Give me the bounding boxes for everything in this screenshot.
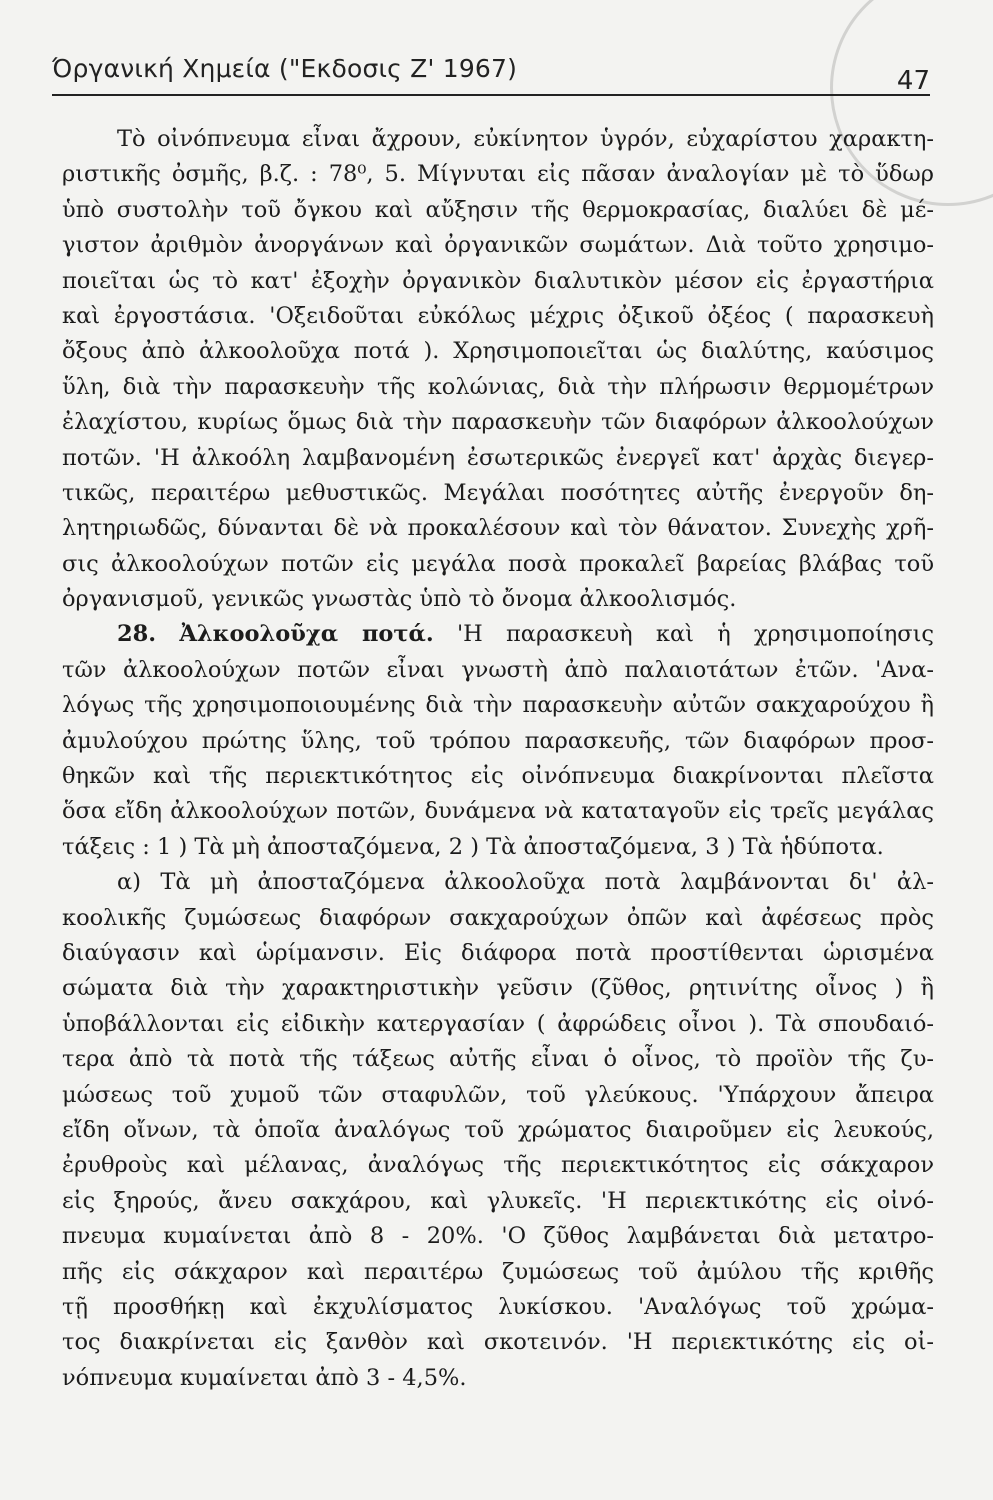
text-line — [62, 688, 934, 723]
text-line — [62, 441, 934, 476]
text-line — [62, 582, 934, 617]
line-text: διαύγασιν καὶ ὡρίμανσιν. Εἰς διάφορα ποτὰ προστίθενται ὡρισμένα — [62, 939, 934, 966]
line-text: πῆς εἰς σάκχαρον καὶ περαιτέρω ζυμώσεως τοῦ ἀμύλου τῆς κριθῆς — [62, 1258, 934, 1285]
line-text: τικῶς, περαιτέρω μεθυστικῶς. Μεγάλαι ποσότητες αὐτῆς ἐνεργοῦν δη- — [62, 479, 934, 506]
line-text: ποιεῖται ὡς τὸ κατ' ἐξοχὴν ὀργανικὸν διαλυτικὸν μέσον εἰς ἐργαστήρια — [62, 267, 934, 294]
text-line — [62, 830, 934, 865]
line-text: θηκῶν καὶ τῆς περιεκτικότητος εἰς οἰνόπνευμα διακρίνονται πλεῖστα — [62, 763, 934, 790]
line-text: ἐλαχίστου, κυρίως ὅμως διὰ τὴν παρασκευὴν τῶν διαφόρων ἀλκοολούχων — [62, 409, 934, 436]
running-head: Όργανική Χημεία ("Εκδοσις Ζ' 1967) — [52, 54, 518, 83]
text-line — [62, 1219, 934, 1254]
section-title: Ἀλκοολοῦχα ποτά. — [179, 621, 434, 648]
page-header — [52, 48, 930, 96]
line-text: μώσεως τοῦ χυμοῦ τῶν σταφυλῶν, τοῦ γλεύκους. 'Υπάρχουν ἄπειρα — [62, 1081, 934, 1108]
line-text: σις ἀλκοολούχων ποτῶν εἰς μεγάλα ποσὰ προκαλεῖ βαρείας βλάβας τοῦ — [62, 550, 934, 577]
text-line — [62, 122, 934, 157]
line-text: γιστον ἀριθμὸν ἀνοργάνων καὶ ὀργανικῶν σωμάτων. Διὰ τοῦτο χρησιμο- — [62, 232, 934, 259]
line-text: ὅσα εἴδη ἀλκοολούχων ποτῶν, δυνάμενα νὰ καταταγοῦν εἰς τρεῖς μεγάλας — [62, 798, 934, 825]
line-text: ὕλη, διὰ τὴν παρασκευὴν τῆς κολώνιας, διὰ τὴν πλήρωσιν θερμομέτρων — [62, 373, 934, 400]
text-line — [62, 1361, 934, 1396]
text-line — [62, 264, 934, 299]
line-text: νόπνευμα κυμαίνεται ἀπὸ 3 - 4,5%. — [62, 1364, 467, 1391]
line-text: τερα ἀπὸ τὰ ποτὰ τῆς τάξεως αὐτῆς εἶναι ὁ οἶνος, τὸ προϊὸν τῆς ζυ- — [62, 1046, 934, 1073]
line-text: ὄξους ἀπὸ ἀλκοολοῦχα ποτά ). Χρησιμοποιεῖται ὡς διαλύτης, καύσιμος — [62, 338, 934, 365]
line-text: 'Η παρασκευὴ καὶ ἡ χρησιμοποίησις — [456, 621, 935, 648]
line-text: λητηριωδῶς, δύνανται δὲ νὰ προκαλέσουν καὶ τὸν θάνατον. Συνεχὴς χρῆ- — [62, 515, 934, 542]
section-number: 28. — [117, 621, 157, 648]
text-line — [62, 1148, 934, 1183]
text-line — [62, 1290, 934, 1325]
text-line — [62, 1078, 934, 1113]
line-text: τος διακρίνεται εἰς ξανθὸν καὶ σκοτεινόν. 'Η περιεκτικότης εἰς οἰ- — [62, 1329, 934, 1356]
text-line — [62, 405, 934, 440]
line-text: πνευμα κυμαίνεται ἀπὸ 8 - 20%. 'Ο ζῦθος λαμβάνεται διὰ μετατρο- — [62, 1223, 934, 1250]
text-line — [62, 759, 934, 794]
text-line — [62, 724, 934, 759]
text-line — [62, 228, 934, 263]
line-text: ἀμυλούχου πρώτης ὕλης, τοῦ τρόπου παρασκευῆς, τῶν διαφόρων προσ- — [62, 727, 934, 754]
text-line — [62, 617, 934, 652]
line-text: ὑπὸ συστολὴν τοῦ ὄγκου καὶ αὔξησιν τῆς θερμοκρασίας, διαλύει δὲ μέ- — [62, 196, 934, 223]
text-line — [62, 1113, 934, 1148]
line-text: λόγως τῆς χρησιμοποιουμένης διὰ τὴν παρασκευὴν αὐτῶν σακχαρούχου ἢ — [62, 692, 934, 719]
body-text — [62, 122, 934, 1396]
page-number: 47 — [896, 66, 930, 96]
line-text: τῶν ἀλκοολούχων ποτῶν εἶναι γνωστὴ ἀπὸ παλαιοτάτων ἐτῶν. 'Ανα- — [62, 656, 934, 683]
text-line — [62, 1042, 934, 1077]
text-line — [62, 547, 934, 582]
text-line — [62, 936, 934, 971]
line-text: τάξεις : 1 ) Τὰ μὴ ἀποσταζόμενα, 2 ) Τὰ ἀποσταζόμενα, 3 ) Τὰ ἡδύποτα. — [62, 833, 884, 860]
text-line — [62, 1184, 934, 1219]
text-line — [62, 901, 934, 936]
text-line — [62, 653, 934, 688]
text-line — [62, 299, 934, 334]
text-line — [62, 511, 934, 546]
line-text: α) Τὰ μὴ ἀποσταζόμενα ἀλκοολοῦχα ποτὰ λαμβάνονται δι' ἀλ- — [117, 869, 934, 896]
line-text: ὀργανισμοῦ, γενικῶς γνωστὰς ὑπὸ τὸ ὄνομα ἀλκοολισμός. — [62, 586, 737, 613]
text-line — [62, 334, 934, 369]
line-text: ριστικῆς ὀσμῆς, β.ζ. : 78⁰, 5. Μίγνυται εἰς πᾶσαν ἀναλογίαν μὲ τὸ ὕδωρ — [62, 161, 934, 188]
line-text: κοολικῆς ζυμώσεως διαφόρων σακχαρούχων ὀπῶν καὶ ἀφέσεως πρὸς — [62, 904, 934, 931]
text-line — [62, 193, 934, 228]
line-text: καὶ ἐργοστάσια. 'Οξειδοῦται εὐκόλως μέχρις ὀξικοῦ ὀξέος ( παρασκευὴ — [62, 302, 934, 329]
line-text: ποτῶν. 'Η ἀλκοόλη λαμβανομένη ἐσωτερικῶς ἐνεργεῖ κατ' ἀρχὰς διεγερ- — [62, 444, 934, 471]
line-text: ἐρυθροὺς καὶ μέλανας, ἀναλόγως τῆς περιεκτικότητος εἰς σάκχαρον — [62, 1152, 934, 1179]
line-text: σώματα διὰ τὴν χαρακτηριστικὴν γεῦσιν (ζῦθος, ρητινίτης οἶνος ) ἢ — [62, 975, 934, 1002]
line-text: τῇ προσθήκῃ καὶ ἐκχυλίσματος λυκίσκου. 'Αναλόγως τοῦ χρώμα- — [62, 1293, 934, 1320]
text-line — [62, 157, 934, 192]
line-text: ὑποβάλλονται εἰς εἰδικὴν κατεργασίαν ( ἀφρώδεις οἶνοι ). Τὰ σπουδαιό- — [62, 1010, 934, 1037]
line-text: εἰς ξηρούς, ἄνευ σακχάρου, καὶ γλυκεῖς. 'Η περιεκτικότης εἰς οἰνό- — [62, 1187, 934, 1214]
text-line — [62, 1255, 934, 1290]
line-text: εἴδη οἴνων, τὰ ὁποῖα ἀναλόγως τοῦ χρώματος διαιροῦμεν εἰς λευκούς, — [62, 1116, 934, 1143]
text-line — [62, 865, 934, 900]
text-line — [62, 1325, 934, 1360]
text-line — [62, 1007, 934, 1042]
text-line — [62, 370, 934, 405]
line-text: Τὸ οἰνόπνευμα εἶναι ἄχρουν, εὐκίνητον ὑγρόν, εὐχαρίστου χαρακτη- — [117, 126, 934, 152]
text-line — [62, 476, 934, 511]
text-line — [62, 971, 934, 1006]
text-line — [62, 794, 934, 829]
